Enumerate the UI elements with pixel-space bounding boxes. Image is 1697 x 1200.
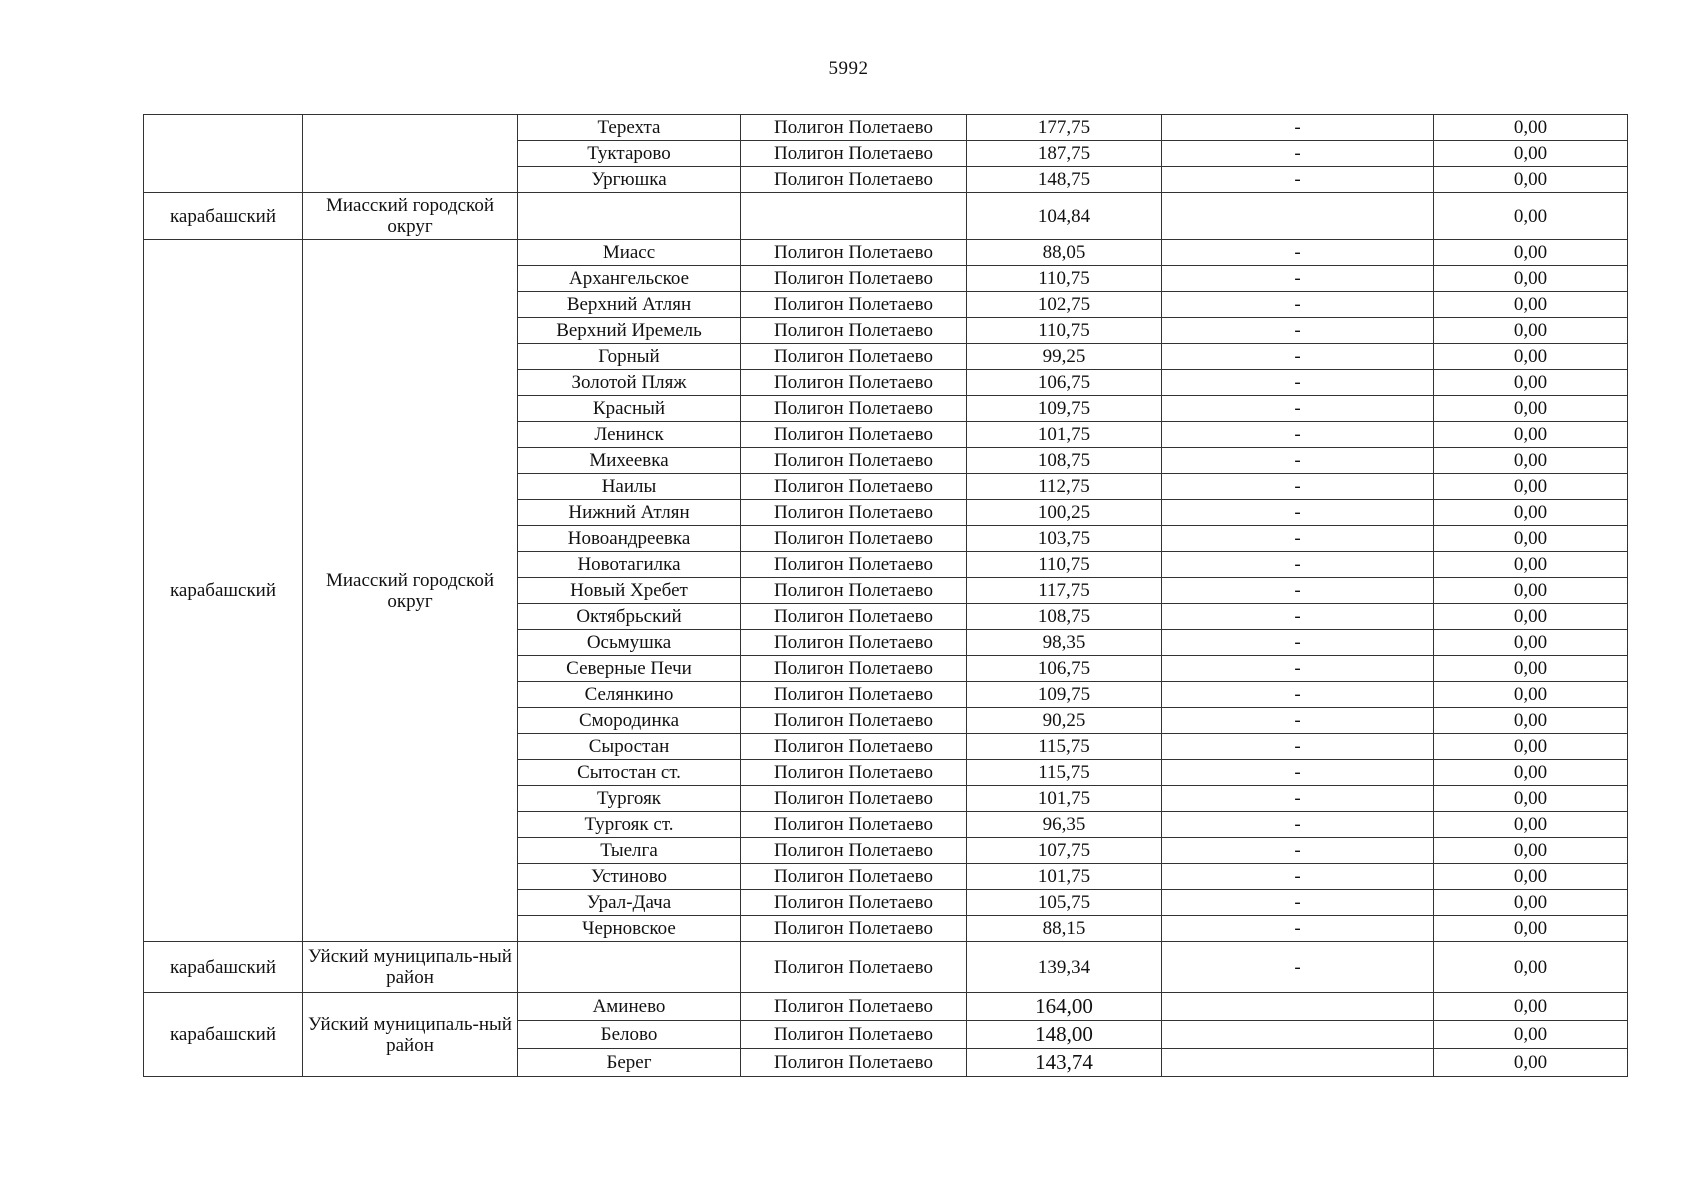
dash-cell xyxy=(1162,1049,1434,1077)
value-cell: 0,00 xyxy=(1434,682,1628,708)
municipality-cell: Миасский городской округ xyxy=(303,193,518,240)
dash-cell: - xyxy=(1162,708,1434,734)
place-cell: Черновское xyxy=(518,916,741,942)
place-cell: Михеевка xyxy=(518,448,741,474)
distance-cell: 110,75 xyxy=(967,266,1162,292)
dash-cell: - xyxy=(1162,266,1434,292)
table-row xyxy=(144,993,1628,1021)
facility-cell: Полигон Полетаево xyxy=(741,838,967,864)
value-cell: 0,00 xyxy=(1434,292,1628,318)
facility-cell: Полигон Полетаево xyxy=(741,1021,967,1049)
facility-cell: Полигон Полетаево xyxy=(741,630,967,656)
place-cell: Ленинск xyxy=(518,422,741,448)
distance-cell: 102,75 xyxy=(967,292,1162,318)
distance-cell: 106,75 xyxy=(967,370,1162,396)
place-cell: Сытостан ст. xyxy=(518,760,741,786)
dash-cell: - xyxy=(1162,448,1434,474)
site-cell: карабашский xyxy=(144,240,303,942)
facility-cell: Полигон Полетаево xyxy=(741,500,967,526)
facility-cell: Полигон Полетаево xyxy=(741,942,967,993)
dash-cell: - xyxy=(1162,552,1434,578)
value-cell: 0,00 xyxy=(1434,734,1628,760)
dash-cell: - xyxy=(1162,396,1434,422)
value-cell: 0,00 xyxy=(1434,370,1628,396)
place-cell: Осьмушка xyxy=(518,630,741,656)
place-cell: Тургояк ст. xyxy=(518,812,741,838)
place-cell: Берег xyxy=(518,1049,741,1077)
site-cell: карабашский xyxy=(144,193,303,240)
facility-cell: Полигон Полетаево xyxy=(741,708,967,734)
place-cell: Красный xyxy=(518,396,741,422)
place-cell: Смородинка xyxy=(518,708,741,734)
facility-cell: Полигон Полетаево xyxy=(741,1049,967,1077)
value-cell: 0,00 xyxy=(1434,993,1628,1021)
distance-cell: 101,75 xyxy=(967,422,1162,448)
distance-cell: 100,25 xyxy=(967,500,1162,526)
place-cell: Белово xyxy=(518,1021,741,1049)
facility-cell: Полигон Полетаево xyxy=(741,448,967,474)
facility-cell: Полигон Полетаево xyxy=(741,240,967,266)
value-cell: 0,00 xyxy=(1434,474,1628,500)
distance-cell: 115,75 xyxy=(967,734,1162,760)
facility-cell: Полигон Полетаево xyxy=(741,370,967,396)
value-cell: 0,00 xyxy=(1434,786,1628,812)
value-cell: 0,00 xyxy=(1434,344,1628,370)
distance-cell: 164,00 xyxy=(967,993,1162,1021)
dash-cell: - xyxy=(1162,167,1434,193)
value-cell: 0,00 xyxy=(1434,167,1628,193)
value-cell: 0,00 xyxy=(1434,240,1628,266)
distance-cell: 117,75 xyxy=(967,578,1162,604)
place-cell: Терехта xyxy=(518,115,741,141)
value-cell: 0,00 xyxy=(1434,864,1628,890)
dash-cell: - xyxy=(1162,141,1434,167)
place-cell: Золотой Пляж xyxy=(518,370,741,396)
dash-cell: - xyxy=(1162,890,1434,916)
dash-cell xyxy=(1162,193,1434,240)
dash-cell: - xyxy=(1162,682,1434,708)
value-cell: 0,00 xyxy=(1434,578,1628,604)
value-cell: 0,00 xyxy=(1434,500,1628,526)
distance-cell: 88,05 xyxy=(967,240,1162,266)
distance-cell: 109,75 xyxy=(967,682,1162,708)
distance-cell: 115,75 xyxy=(967,760,1162,786)
place-cell: Архангельское xyxy=(518,266,741,292)
place-cell: Тыелга xyxy=(518,838,741,864)
value-cell: 0,00 xyxy=(1434,760,1628,786)
table-row xyxy=(144,193,1628,240)
facility-cell: Полигон Полетаево xyxy=(741,916,967,942)
distance-cell: 98,35 xyxy=(967,630,1162,656)
dash-cell: - xyxy=(1162,115,1434,141)
place-cell: Ургюшка xyxy=(518,167,741,193)
place-cell: Миасс xyxy=(518,240,741,266)
place-cell: Новотагилка xyxy=(518,552,741,578)
value-cell: 0,00 xyxy=(1434,526,1628,552)
dash-cell: - xyxy=(1162,370,1434,396)
table-body xyxy=(144,115,1628,1077)
dash-cell xyxy=(1162,1021,1434,1049)
place-cell: Верхний Атлян xyxy=(518,292,741,318)
municipality-cell: Уйский муниципаль-ный район xyxy=(303,942,518,993)
dash-cell: - xyxy=(1162,318,1434,344)
table-row xyxy=(144,240,1628,266)
dash-cell: - xyxy=(1162,604,1434,630)
dash-cell: - xyxy=(1162,864,1434,890)
facility-cell: Полигон Полетаево xyxy=(741,993,967,1021)
dash-cell: - xyxy=(1162,812,1434,838)
distance-cell: 101,75 xyxy=(967,786,1162,812)
facility-cell: Полигон Полетаево xyxy=(741,396,967,422)
place-cell xyxy=(518,942,741,993)
place-cell: Горный xyxy=(518,344,741,370)
place-cell: Устиново xyxy=(518,864,741,890)
place-cell: Туктарово xyxy=(518,141,741,167)
dash-cell: - xyxy=(1162,578,1434,604)
distance-cell: 108,75 xyxy=(967,604,1162,630)
place-cell: Селянкино xyxy=(518,682,741,708)
facility-cell: Полигон Полетаево xyxy=(741,474,967,500)
facility-cell: Полигон Полетаево xyxy=(741,760,967,786)
value-cell: 0,00 xyxy=(1434,193,1628,240)
facility-cell: Полигон Полетаево xyxy=(741,141,967,167)
facility-cell: Полигон Полетаево xyxy=(741,890,967,916)
distance-cell: 99,25 xyxy=(967,344,1162,370)
distance-cell: 112,75 xyxy=(967,474,1162,500)
place-cell: Наилы xyxy=(518,474,741,500)
distance-cell: 107,75 xyxy=(967,838,1162,864)
site-cell: карабашский xyxy=(144,993,303,1077)
value-cell: 0,00 xyxy=(1434,396,1628,422)
facility-cell: Полигон Полетаево xyxy=(741,167,967,193)
dash-cell: - xyxy=(1162,344,1434,370)
dash-cell: - xyxy=(1162,526,1434,552)
distance-cell: 148,00 xyxy=(967,1021,1162,1049)
table-row xyxy=(144,115,1628,141)
value-cell: 0,00 xyxy=(1434,630,1628,656)
facility-cell: Полигон Полетаево xyxy=(741,422,967,448)
dash-cell: - xyxy=(1162,240,1434,266)
facility-cell xyxy=(741,193,967,240)
dash-cell: - xyxy=(1162,916,1434,942)
facility-cell: Полигон Полетаево xyxy=(741,266,967,292)
facility-cell: Полигон Полетаево xyxy=(741,656,967,682)
value-cell: 0,00 xyxy=(1434,552,1628,578)
distance-cell: 110,75 xyxy=(967,318,1162,344)
distance-cell: 104,84 xyxy=(967,193,1162,240)
distance-cell: 108,75 xyxy=(967,448,1162,474)
distance-cell: 103,75 xyxy=(967,526,1162,552)
facility-cell: Полигон Полетаево xyxy=(741,786,967,812)
distance-cell: 177,75 xyxy=(967,115,1162,141)
page-number: 5992 xyxy=(828,58,869,79)
facility-cell: Полигон Полетаево xyxy=(741,682,967,708)
place-cell: Верхний Иремель xyxy=(518,318,741,344)
dash-cell: - xyxy=(1162,942,1434,993)
facility-cell: Полигон Полетаево xyxy=(741,526,967,552)
dash-cell: - xyxy=(1162,500,1434,526)
distance-cell: 88,15 xyxy=(967,916,1162,942)
distance-cell: 101,75 xyxy=(967,864,1162,890)
dash-cell: - xyxy=(1162,786,1434,812)
place-cell: Северные Печи xyxy=(518,656,741,682)
value-cell: 0,00 xyxy=(1434,916,1628,942)
distance-cell: 110,75 xyxy=(967,552,1162,578)
distance-cell: 96,35 xyxy=(967,812,1162,838)
value-cell: 0,00 xyxy=(1434,942,1628,993)
value-cell: 0,00 xyxy=(1434,448,1628,474)
distance-cell: 105,75 xyxy=(967,890,1162,916)
facility-cell: Полигон Полетаево xyxy=(741,318,967,344)
value-cell: 0,00 xyxy=(1434,812,1628,838)
distance-cell: 90,25 xyxy=(967,708,1162,734)
distance-cell: 106,75 xyxy=(967,656,1162,682)
dash-cell: - xyxy=(1162,474,1434,500)
dash-cell: - xyxy=(1162,734,1434,760)
facility-cell: Полигон Полетаево xyxy=(741,604,967,630)
municipality-cell xyxy=(303,115,518,193)
dash-cell xyxy=(1162,993,1434,1021)
distance-cell: 187,75 xyxy=(967,141,1162,167)
dash-cell: - xyxy=(1162,292,1434,318)
distance-cell: 109,75 xyxy=(967,396,1162,422)
value-cell: 0,00 xyxy=(1434,890,1628,916)
dash-cell: - xyxy=(1162,656,1434,682)
dash-cell: - xyxy=(1162,422,1434,448)
value-cell: 0,00 xyxy=(1434,141,1628,167)
place-cell: Новый Хребет xyxy=(518,578,741,604)
place-cell xyxy=(518,193,741,240)
value-cell: 0,00 xyxy=(1434,656,1628,682)
transport-table xyxy=(143,114,1628,1077)
facility-cell: Полигон Полетаево xyxy=(741,292,967,318)
dash-cell: - xyxy=(1162,630,1434,656)
value-cell: 0,00 xyxy=(1434,318,1628,344)
place-cell: Нижний Атлян xyxy=(518,500,741,526)
table-row xyxy=(144,942,1628,993)
value-cell: 0,00 xyxy=(1434,422,1628,448)
distance-cell: 148,75 xyxy=(967,167,1162,193)
facility-cell: Полигон Полетаево xyxy=(741,812,967,838)
distance-cell: 139,34 xyxy=(967,942,1162,993)
facility-cell: Полигон Полетаево xyxy=(741,578,967,604)
value-cell: 0,00 xyxy=(1434,1021,1628,1049)
facility-cell: Полигон Полетаево xyxy=(741,552,967,578)
municipality-cell: Уйский муниципаль-ный район xyxy=(303,993,518,1077)
place-cell: Сыростан xyxy=(518,734,741,760)
place-cell: Новоандреевка xyxy=(518,526,741,552)
dash-cell: - xyxy=(1162,838,1434,864)
value-cell: 0,00 xyxy=(1434,604,1628,630)
facility-cell: Полигон Полетаево xyxy=(741,115,967,141)
value-cell: 0,00 xyxy=(1434,1049,1628,1077)
distance-cell: 143,74 xyxy=(967,1049,1162,1077)
municipality-cell: Миасский городской округ xyxy=(303,240,518,942)
site-cell: карабашский xyxy=(144,942,303,993)
value-cell: 0,00 xyxy=(1434,708,1628,734)
facility-cell: Полигон Полетаево xyxy=(741,864,967,890)
site-cell xyxy=(144,115,303,193)
dash-cell: - xyxy=(1162,760,1434,786)
value-cell: 0,00 xyxy=(1434,115,1628,141)
place-cell: Тургояк xyxy=(518,786,741,812)
value-cell: 0,00 xyxy=(1434,266,1628,292)
place-cell: Аминево xyxy=(518,993,741,1021)
place-cell: Урал-Дача xyxy=(518,890,741,916)
value-cell: 0,00 xyxy=(1434,838,1628,864)
place-cell: Октябрьский xyxy=(518,604,741,630)
facility-cell: Полигон Полетаево xyxy=(741,344,967,370)
facility-cell: Полигон Полетаево xyxy=(741,734,967,760)
